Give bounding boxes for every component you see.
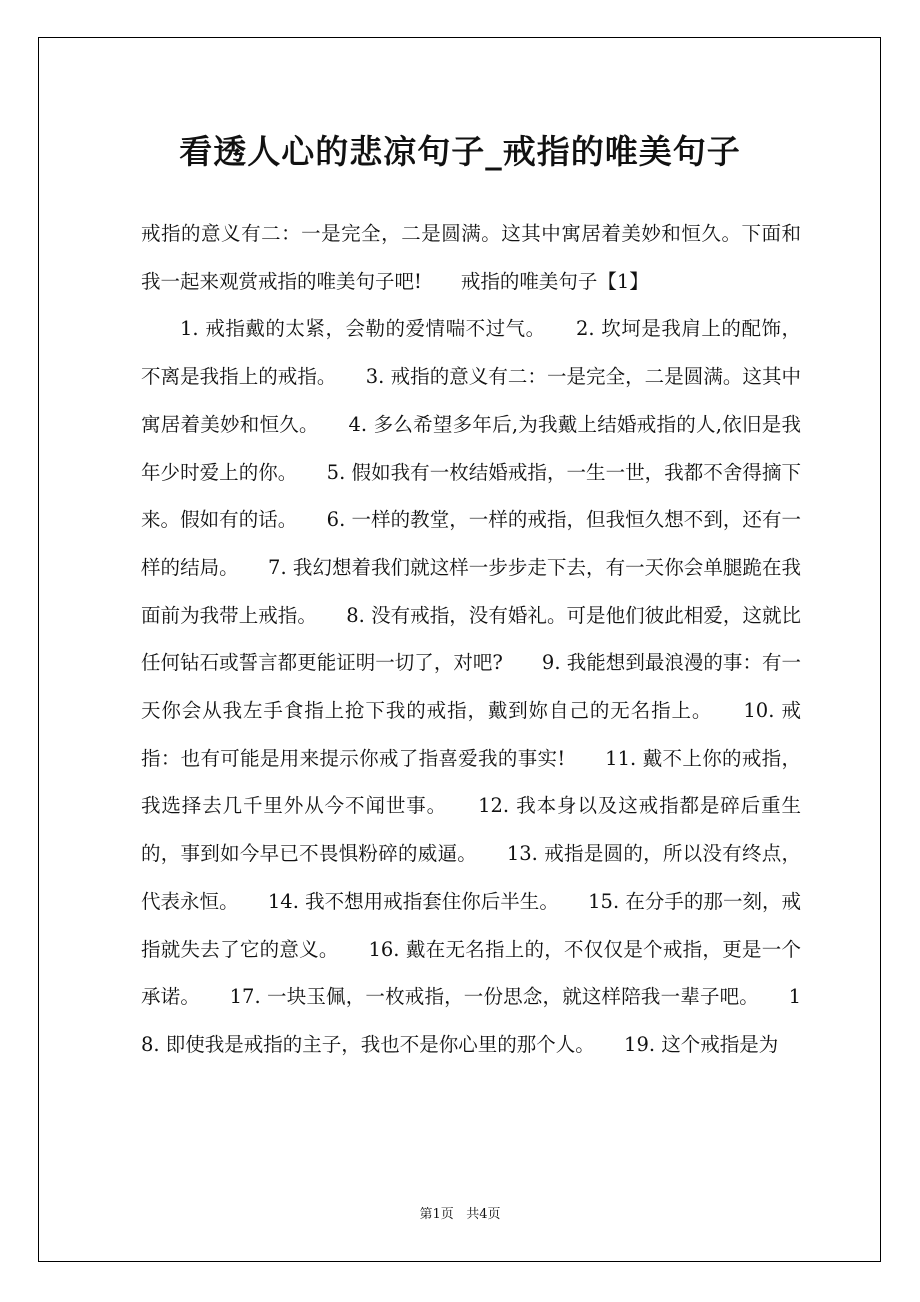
intro-paragraph: 戒指的意义有二：一是完全，二是圆满。这其中寓居着美妙和恒久。下面和我一起来观赏戒指的唯美句子吧! 戒指的唯美句子【1】 <box>141 222 801 293</box>
page-total: 共4页 <box>466 1207 501 1222</box>
page-footer <box>0 1206 920 1224</box>
page-number: 第1页 <box>419 1207 454 1222</box>
sentence-list-paragraph: 1. 戒指戴的太紧，会勒的爱情喘不过气。 2. 坎坷是我肩上的配饰，不离是我指上的戒指。 3. 戒指的意义有二：一是完全，二是圆满。这其中寓居着美妙和恒久。 4. 多么希望多年后,为我戴上结婚戒指的人,依旧是我年少时爱上的你。 5. 假如我有一枚结婚戒指，一生一世，我都不舍得摘下来。假如有的话。 6. 一样的教堂，一样的戒指，但我恒久想不到，还有一样的结局。 7. 我幻想着我们就这样一步步走下去，有一天你会单腿跪在我面前为我带上戒指。 8. 没有戒指，没有婚礼。可是他们彼此相爱，这就比任何钻石或誓言都更能证明一切了，对吧? 9. 我能想到最浪漫的事：有一天你会从我左手食指上抢下我的戒指，戴到妳自己的无名指上。 10. 戒指：也有可能是用来提示你戒了指喜爱我的事实! 11. 戴不上你的戒指，我选择去几千里外从今不闻世事。 12. 我本身以及这戒指都是碎后重生的，事到如今早已不畏惧粉碎的威逼。 13. 戒指是圆的，所以没有终点，代表永恒。 14. 我不想用戒指套住你后半生。 15. 在分手的那一刻，戒指就失去了它的意义。 16. 戴在无名指上的，不仅仅是个戒指，更是一个承诺。 17. 一块玉佩，一枚戒指，一份思念，就这样陪我一辈子吧。 18. 即使我是戒指的主子，我也不是你心里的那个人。 19. 这个戒指是为 <box>141 317 801 1056</box>
document-title: 看透人心的悲凉句子_戒指的唯美句子 <box>179 132 741 171</box>
document-body <box>141 210 801 1069</box>
